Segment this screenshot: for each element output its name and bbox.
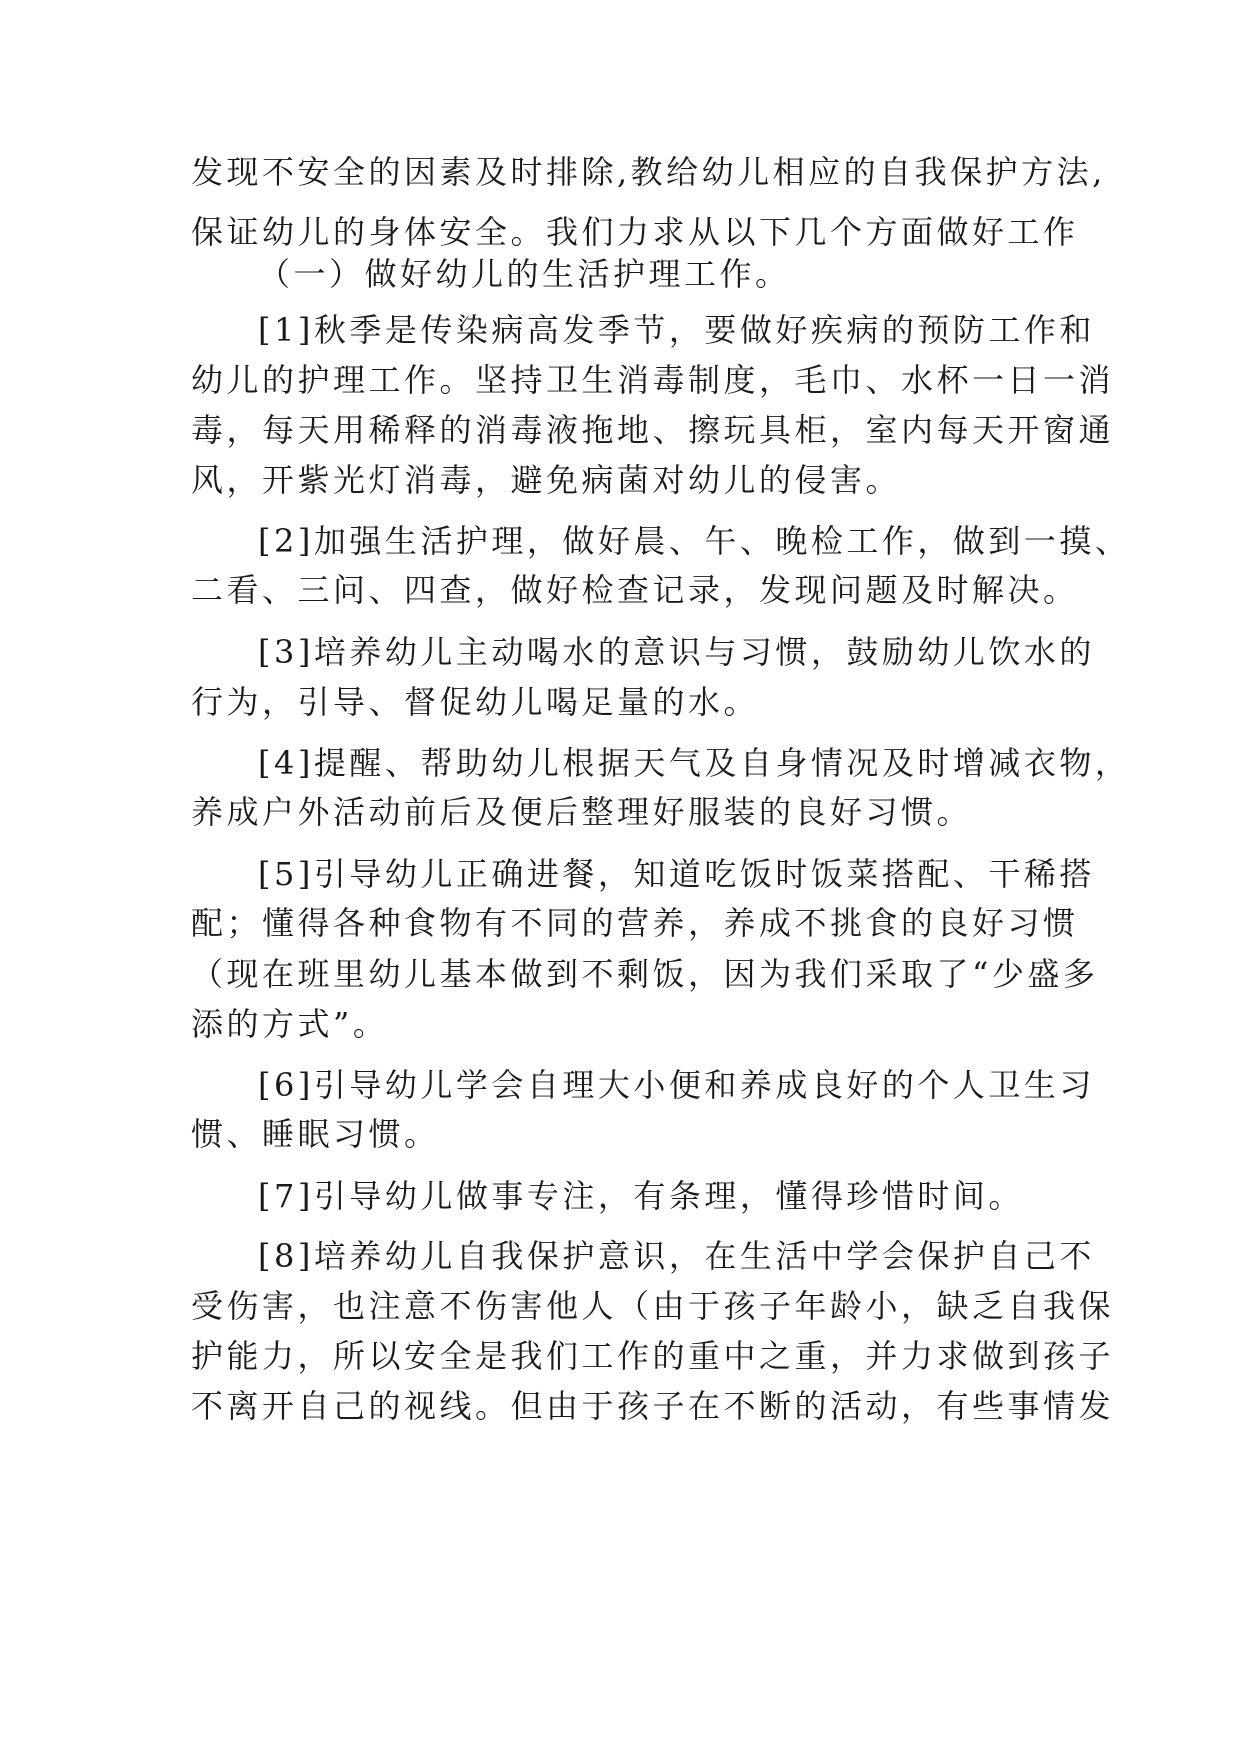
text-line: 不离开自己的视线。但由于孩子在不断的活动，有些事情发 [191, 1387, 1115, 1425]
text-line: 幼儿的护理工作。坚持卫生消毒制度，毛巾、水杯一日一消 [191, 361, 1115, 399]
text-line: [8]培养幼儿自我保护意识，在生活中学会保护自己不 [258, 1237, 1095, 1275]
text-line: 受伤害，也注意不伤害他人（由于孩子年龄小，缺乏自我保 [191, 1287, 1115, 1325]
text-line: 添的方式”。 [191, 1005, 389, 1043]
text-line: 养成户外活动前后及便后整理好服装的良好习惯。 [191, 793, 973, 831]
section-heading: （一）做好幼儿的生活护理工作。 [258, 255, 791, 293]
text-line: 风，开紫光灯消毒，避免病菌对幼儿的侵害。 [191, 461, 902, 499]
text-line: （现在班里幼儿基本做到不剩饭，因为我们采取了“少盛多 [191, 955, 1099, 993]
text-line: [7]引导幼儿做事专注，有条理，懂得珍惜时间。 [258, 1177, 1024, 1215]
text-line: 发现不安全的因素及时排除,教给幼儿相应的自我保护方法, [191, 153, 1106, 191]
text-line: 保证幼儿的身体安全。我们力求从以下几个方面做好工作 [191, 213, 1079, 251]
text-line: [2]加强生活护理，做好晨、午、晚检工作，做到一摸、 [258, 522, 1131, 560]
text-line: 护能力，所以安全是我们工作的重中之重，并力求做到孩子 [191, 1337, 1115, 1375]
text-line: [1]秋季是传染病高发季节，要做好疾病的预防工作和 [258, 311, 1095, 349]
text-line: [3]培养幼儿主动喝水的意识与习惯，鼓励幼儿饮水的 [258, 633, 1095, 671]
text-line: 惯、睡眠习惯。 [191, 1115, 440, 1153]
text-line: 二看、三问、四查，做好检查记录，发现问题及时解决。 [191, 571, 1079, 609]
text-line: [4]提醒、帮助幼儿根据天气及自身情况及时增减衣物， [258, 744, 1131, 782]
text-line: 行为，引导、督促幼儿喝足量的水。 [191, 683, 760, 721]
text-line: 配；懂得各种食物有不同的营养，养成不挑食的良好习惯 [191, 904, 1079, 942]
text-line: [6]引导幼儿学会自理大小便和养成良好的个人卫生习 [258, 1066, 1095, 1104]
text-line: 毒，每天用稀释的消毒液拖地、擦玩具柜，室内每天开窗通 [191, 411, 1115, 449]
text-line: [5]引导幼儿正确进餐，知道吃饭时饭菜搭配、干稀搭 [258, 855, 1095, 893]
